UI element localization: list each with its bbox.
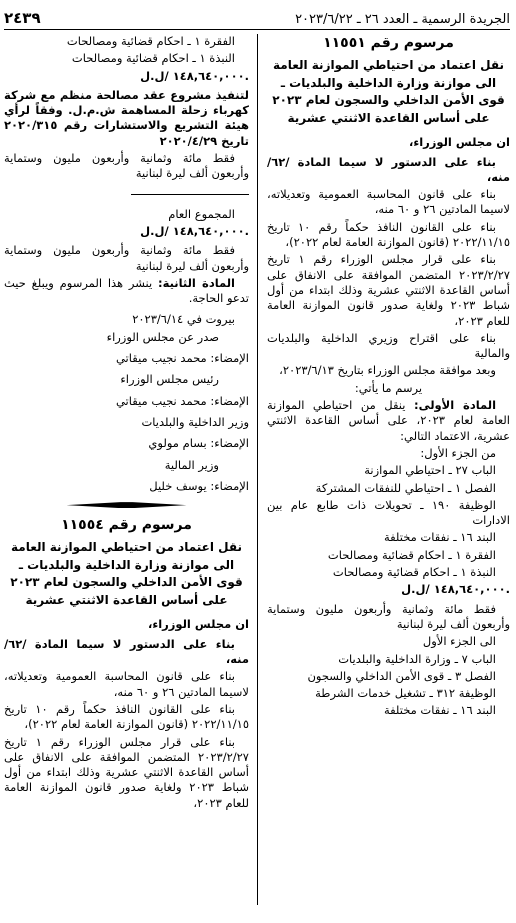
amount-words: فقط مائة وثمانية وأربعون مليون وستماية وأربعون ألف ليرة لبنانية	[4, 151, 249, 181]
role-title: وزير المالية	[164, 457, 219, 472]
recital: بناء على اقتراح وزيري الداخلية والبلديات والمالية	[267, 330, 510, 361]
recital: بناء على القانون النافذ حكماً رقم ١٠ تاريخ ٢٠٢٢/١١/١٥ (قانون الموازنة العامة لعام ٢٠٢٢)،	[4, 701, 249, 732]
amount-words: فقط مائة وثمانية وأربعون مليون وستماية وأربعون ألف ليرة لبنانية	[267, 601, 510, 631]
role-title: وزير الداخلية والبلديات	[141, 414, 249, 429]
decree-number: مرسوم رقم ١١٥٥٤	[61, 517, 192, 534]
budget-line: الى الجزء الأول	[422, 634, 496, 649]
council-line: ان مجلس الوزراء،	[408, 135, 510, 150]
budget-line: البند ١٦ ـ نفقات مختلفة	[383, 530, 496, 545]
column-divider	[257, 34, 258, 905]
issued-line: صدر عن مجلس الوزراء	[106, 329, 219, 344]
article-text: ينقل من احتياطي الموازنة العامة لعام ٢٠٢٣، على أساس القاعدة الاثنتي عشرية، الاعتماد التالي:	[267, 398, 510, 443]
amount-words: فقط مائة وثمانية وأربعون مليون وستماية وأربعون ألف ليرة لبنانية	[4, 243, 249, 273]
amount: ١٤٨,٦٤٠,٠٠٠ /ل.ل.	[401, 582, 510, 597]
budget-line: النبذة ١ ـ احكام قضائية ومصالحات	[71, 51, 235, 66]
running-title: الجريدة الرسمية ـ العدد ٢٦ ـ ٢٠٢٣/٦/٢٢	[295, 12, 510, 27]
signature: الإمضاء: بسام مولوي	[148, 436, 249, 451]
budget-line: الباب ٢٧ ـ احتياطي الموازنة	[364, 463, 496, 478]
place-date: بيروت في ٢٠٢٣/٦/١٤	[132, 312, 235, 327]
right-column	[267, 34, 510, 923]
recital: وبعد موافقة مجلس الوزراء بتاريخ ٢٠٢٣/٦/١٣،	[279, 363, 496, 378]
signature: الإمضاء: محمد نجيب ميقاتي	[115, 351, 249, 366]
recital: بناء على قرار مجلس الوزراء رقم ١ تاريخ ٢٠٢٣/٢/٢٧ المتضمن الموافقة على الانفاق على أساس القاعدة الاثنتي عشرية وذلك ابتداء من أول شباط ٢٠٢٣ ولغاية صدور قانون الموازنة العامة للعام ٢٠٢٣،	[267, 252, 510, 328]
recital: بناء على الدستور لا سيما المادة /٦٢/ منه،	[267, 154, 510, 184]
budget-line: البند ١٦ ـ نفقات مختلفة	[383, 703, 496, 718]
decree-title: نقل اعتماد من احتياطي الموازنة العامة الى موازنة وزارة الداخلية والبلديات ـ قوى الأمن الداخلي والسجون لعام ٢٠٢٣ على أساس القاعدة الاثنتي عشرية	[10, 540, 243, 607]
budget-line: الفصل ١ ـ احتياطي للنفقات المشتركة	[315, 480, 496, 495]
recital: بناء على قانون المحاسبة العمومية وتعديلاته، لاسيما المادتين ٢٦ و ٦٠ منه،	[267, 187, 510, 217]
page-header	[4, 4, 510, 30]
total-rule	[131, 194, 249, 195]
budget-line: الفصل ٣ ـ قوى الأمن الداخلي والسجون	[307, 668, 496, 683]
budget-line: النبذة ١ ـ احكام قضائية ومصالحات	[332, 565, 496, 580]
budget-line: الفقرة ١ ـ احكام قضائية ومصالحات	[327, 547, 496, 562]
article-text: ينشر هذا المرسوم ويبلغ حيث تدعو الحاجة.	[4, 275, 249, 306]
amount: ١٤٨,٦٤٠,٠٠٠ /ل.ل.	[140, 68, 249, 83]
purpose-text: لتنفيذ مشروع عقد مصالحة منظم مع شركة كهرباء زحلة المساهمة ش.م.ل. وفقاً لرأي هيئة التشريع والاستشارات رقم ٢٠٢٠/٣١٥ تاريخ ٢٠٢٠/٤/٢٩	[4, 87, 249, 148]
budget-line: الفقرة ١ ـ احكام قضائية ومصالحات	[66, 34, 235, 48]
role-title: رئيس مجلس الوزراء	[120, 372, 219, 387]
recital: بناء على القانون النافذ حكماً رقم ١٠ تاريخ ٢٠٢٢/١١/١٥ (قانون الموازنة العامة لعام ٢٠٢٢)،	[267, 219, 510, 250]
budget-line: الوظيفة ١٩٠ ـ تحويلات ذات طابع عام بين الادارات	[267, 497, 510, 528]
article-label: المادة الأولى:	[413, 398, 497, 413]
article-label: المادة الثانية:	[158, 275, 236, 290]
signature: الإمضاء: يوسف خليل	[149, 478, 249, 493]
decree-title: نقل اعتماد من احتياطي الموازنة العامة الى موازنة وزارة الداخلية والبلديات ـ قوى الأمن الداخلي والسجون لعام ٢٠٢٣ على أساس القاعدة الاثنتي عشرية	[272, 58, 505, 125]
total-label: المجموع العام	[168, 206, 235, 221]
recital: بناء على الدستور لا سيما المادة /٦٢/ منه،	[4, 636, 249, 667]
budget-line: الباب ٧ ـ وزارة الداخلية والبلديات	[338, 651, 496, 666]
decrees-line: يرسم ما يأتي:	[354, 380, 423, 395]
article-2	[4, 276, 249, 307]
total-amount: ١٤٨,٦٤٠,٠٠٠ /ل.ل.	[140, 223, 249, 238]
council-line: ان مجلس الوزراء،	[147, 617, 249, 632]
decree-number: مرسوم رقم ١١٥٥١	[323, 35, 454, 51]
signature: الإمضاء: محمد نجيب ميقاتي	[115, 393, 249, 408]
recital: بناء على قرار مجلس الوزراء رقم ١ تاريخ ٢٠٢٣/٢/٢٧ المتضمن الموافقة على الانفاق على أساس القاعدة الاثنتي عشرية وذلك ابتداء من أول شباط ٢٠٢٣ ولغاية صدور قانون الموازنة العامة للعام ٢٠٢٣،	[4, 734, 249, 810]
budget-line: الوظيفة ٣١٢ ـ تشغيل خدمات الشرطة	[315, 686, 496, 701]
article-1	[267, 398, 510, 444]
section-ornament	[4, 502, 249, 508]
page-number: ٢٤٣٩	[4, 9, 41, 27]
recital: بناء على قانون المحاسبة العمومية وتعديلاته، لاسيما المادتين ٢٦ و ٦٠ منه،	[4, 669, 249, 699]
budget-line: من الجزء الأول:	[420, 445, 496, 460]
left-column	[4, 34, 249, 923]
